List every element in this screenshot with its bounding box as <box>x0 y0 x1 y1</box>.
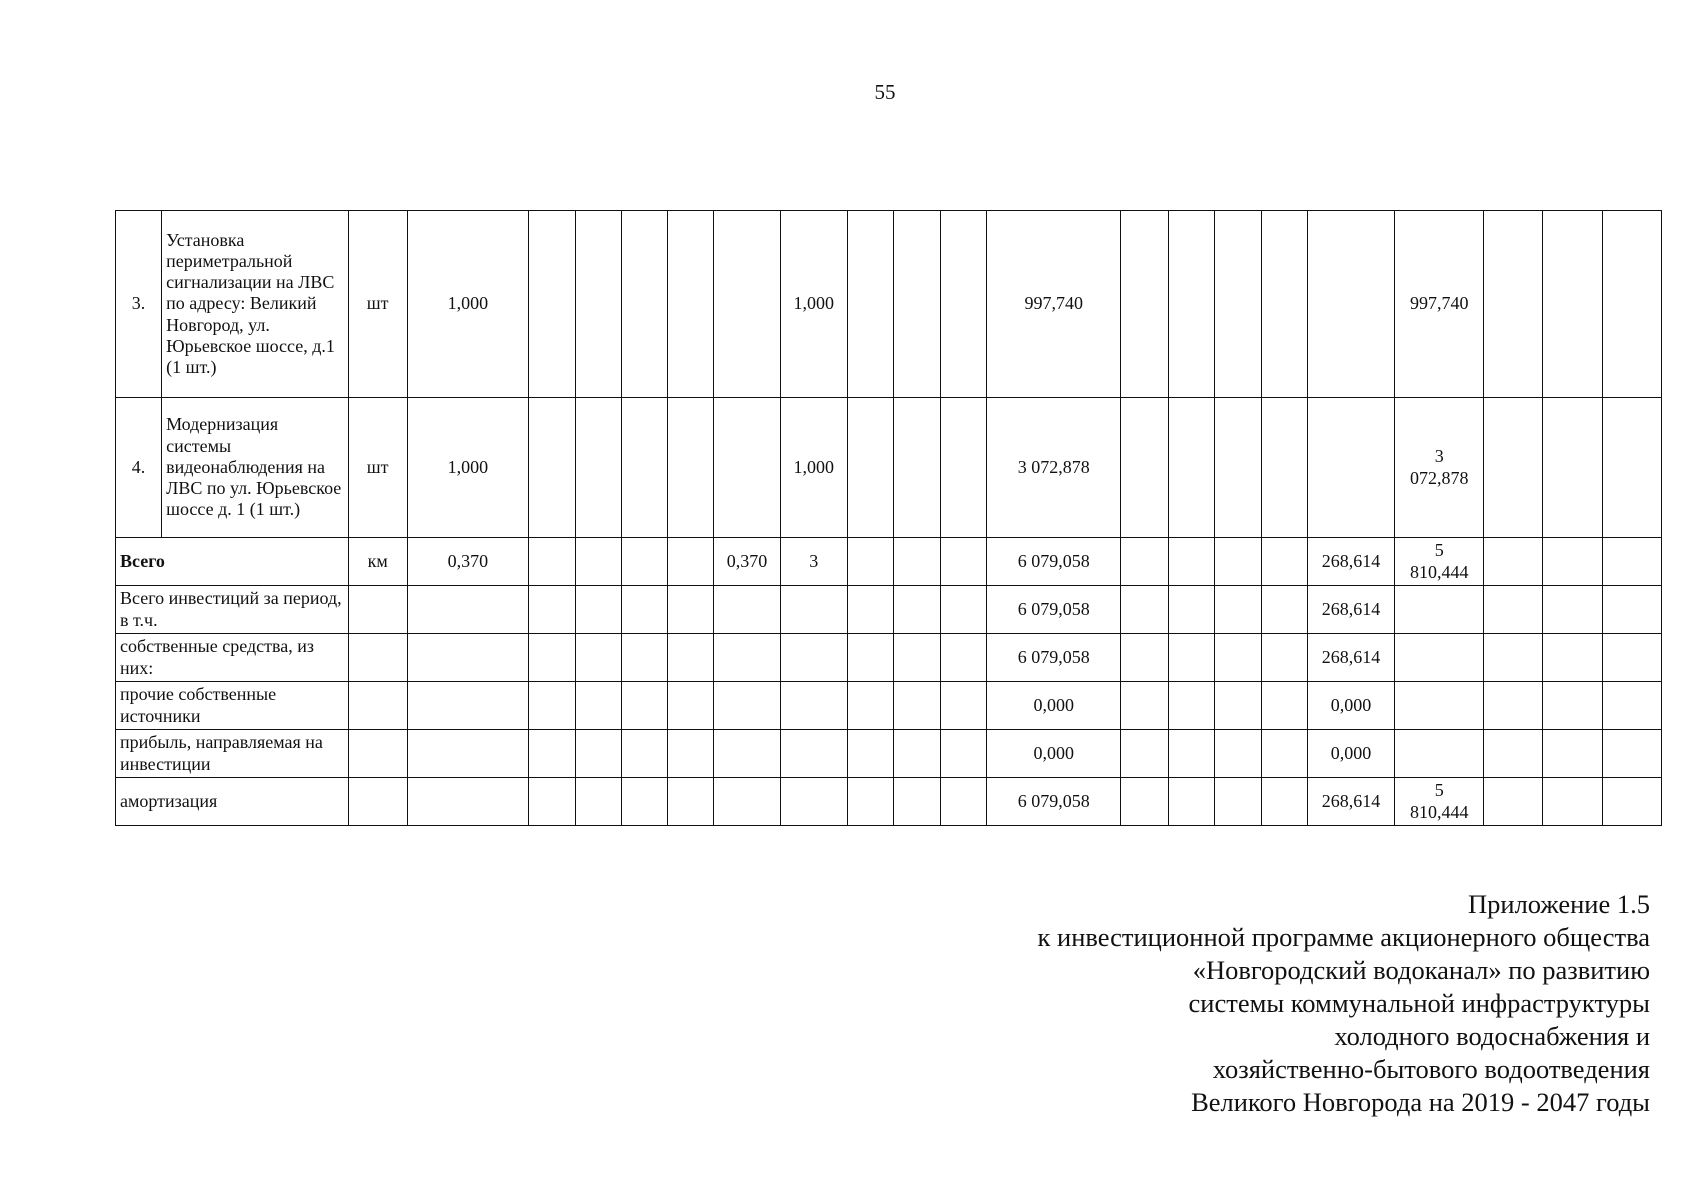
value-cell <box>1395 538 1484 586</box>
annex-title: Приложение 1.5 <box>1468 889 1650 919</box>
summary-label: прибыль, направляемая на инвестиции <box>116 730 349 778</box>
annex-note <box>1038 888 1650 1119</box>
summary-row <box>116 778 1662 826</box>
value-cell: 3 <box>780 538 847 586</box>
annex-line: холодного водоснабжения и <box>1334 1020 1650 1051</box>
unit-cell: шт <box>348 211 407 398</box>
unit-cell: км <box>348 538 407 586</box>
value-cell: 6 079,058 <box>987 778 1121 826</box>
row-number: 3. <box>116 211 162 398</box>
value-line: 810,444 <box>1409 561 1469 582</box>
summary-label: собственные средства, из них: <box>116 634 349 682</box>
value-cell <box>1395 398 1484 538</box>
value-cell: 268,614 <box>1307 778 1394 826</box>
value-cell: 0,000 <box>1307 682 1394 730</box>
total-row <box>116 538 1662 586</box>
summary-label: прочие собственные источники <box>116 682 349 730</box>
annex-line: системы коммунальной инфраструктуры <box>1188 987 1650 1018</box>
page-number: 55 <box>874 80 896 104</box>
summary-row <box>116 730 1662 778</box>
value-cell: 1,000 <box>780 211 847 398</box>
table-row <box>116 211 1662 398</box>
value-cell: 1,000 <box>780 398 847 538</box>
summary-row <box>116 586 1662 634</box>
row-number: 4. <box>116 398 162 538</box>
annex-line: к инвестиционной программе акционерного общества <box>1037 921 1650 952</box>
value-cell: 0,000 <box>987 730 1121 778</box>
annex-line: Великого Новгорода на 2019 - 2047 годы <box>1191 1086 1650 1117</box>
quantity-cell: 1,000 <box>407 211 528 398</box>
quantity-cell: 0,370 <box>407 538 528 586</box>
item-name: Модернизация системы видеонаблюдения на ЛВС по ул. Юрьевское шоссе д. 1 (1 шт.) <box>162 398 348 538</box>
summary-row <box>116 634 1662 682</box>
value-line: 810,444 <box>1409 801 1469 822</box>
unit-cell: шт <box>348 398 407 538</box>
value-cell: 268,614 <box>1307 538 1394 586</box>
value-line: 5 <box>1434 780 1444 801</box>
annex-line: хозяйственно-бытового водоотведения <box>1212 1053 1650 1084</box>
summary-row <box>116 682 1662 730</box>
total-label: Всего <box>116 538 349 586</box>
value-cell: 0,000 <box>1307 730 1394 778</box>
value-cell: 6 079,058 <box>987 634 1121 682</box>
value-cell: 6 079,058 <box>987 586 1121 634</box>
value-cell: 997,740 <box>1395 211 1484 398</box>
annex-line: «Новгородский водоканал» по развитию <box>1192 954 1650 985</box>
table-row <box>116 398 1662 538</box>
value-cell <box>1395 778 1484 826</box>
value-line: 5 <box>1434 540 1444 561</box>
value-line: 3 <box>1434 446 1444 467</box>
summary-label: Всего инвестиций за период, в т.ч. <box>116 586 349 634</box>
value-cell: 997,740 <box>987 211 1121 398</box>
value-cell: 268,614 <box>1307 586 1394 634</box>
value-line: 072,878 <box>1409 467 1469 488</box>
value-cell: 0,000 <box>987 682 1121 730</box>
value-cell: 0,370 <box>714 538 780 586</box>
value-cell: 3 072,878 <box>987 398 1121 538</box>
value-cell: 6 079,058 <box>987 538 1121 586</box>
value-cell: 268,614 <box>1307 634 1394 682</box>
investment-table <box>115 210 1662 826</box>
quantity-cell: 1,000 <box>407 398 528 538</box>
item-name: Установка периметральной сигнализации на ЛВС по адресу: Великий Новгород, ул. Юрьевское шоссе, д.1 (1 шт.) <box>162 211 348 398</box>
summary-label: амортизация <box>116 778 349 826</box>
